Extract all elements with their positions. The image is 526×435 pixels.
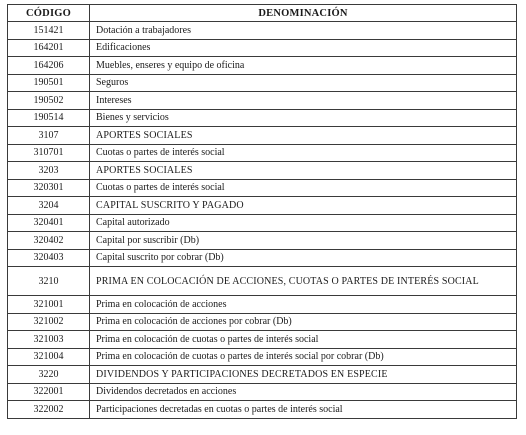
account-code: 320403: [8, 249, 90, 267]
table-row: [8, 22, 517, 40]
account-name: Bienes y servicios: [90, 109, 517, 127]
account-name: Dividendos decretados en acciones: [90, 383, 517, 401]
table-row: [8, 249, 517, 267]
account-name: Capital suscrito por cobrar (Db): [90, 249, 517, 267]
table-row: [8, 331, 517, 349]
account-name: Prima en colocación de cuotas o partes de interés social por cobrar (Db): [90, 348, 517, 366]
account-name: PRIMA EN COLOCACIÓN DE ACCIONES, CUOTAS O PARTES DE INTERÉS SOCIAL: [90, 267, 517, 296]
accounts-table: [7, 4, 517, 419]
table-row: [8, 383, 517, 401]
table-row: [8, 267, 517, 296]
account-code: 3210: [8, 267, 90, 296]
account-code: 3107: [8, 127, 90, 145]
account-name: Capital por suscribir (Db): [90, 232, 517, 250]
account-code: 321003: [8, 331, 90, 349]
account-name: Capital autorizado: [90, 214, 517, 232]
table-row: [8, 92, 517, 110]
account-name: Intereses: [90, 92, 517, 110]
account-name: APORTES SOCIALES: [90, 127, 517, 145]
table-row: [8, 296, 517, 314]
account-name: DIVIDENDOS Y PARTICIPACIONES DECRETADOS EN ESPECIE: [90, 366, 517, 384]
table-row: [8, 197, 517, 215]
account-code: 3203: [8, 162, 90, 180]
table-body: [8, 22, 517, 419]
account-name: Dotación a trabajadores: [90, 22, 517, 40]
account-code: 320301: [8, 179, 90, 197]
account-name: Cuotas o partes de interés social: [90, 179, 517, 197]
account-name: Cuotas o partes de interés social: [90, 144, 517, 162]
account-name: Participaciones decretadas en cuotas o partes de interés social: [90, 401, 517, 419]
account-code: 3220: [8, 366, 90, 384]
account-code: 190501: [8, 74, 90, 92]
header-code: CÓDIGO: [8, 5, 90, 22]
account-code: 322001: [8, 383, 90, 401]
account-code: 322002: [8, 401, 90, 419]
account-code: 320401: [8, 214, 90, 232]
account-code: 320402: [8, 232, 90, 250]
account-code: 164201: [8, 39, 90, 57]
table-row: [8, 109, 517, 127]
table-row: [8, 348, 517, 366]
account-code: 151421: [8, 22, 90, 40]
account-code: 164206: [8, 57, 90, 75]
table-row: [8, 313, 517, 331]
account-name: Edificaciones: [90, 39, 517, 57]
table-row: [8, 401, 517, 419]
table-row: [8, 162, 517, 180]
table-row: [8, 39, 517, 57]
table-row: [8, 144, 517, 162]
account-name: Prima en colocación de acciones: [90, 296, 517, 314]
account-code: 3204: [8, 197, 90, 215]
account-name: Prima en colocación de cuotas o partes de interés social: [90, 331, 517, 349]
account-code: 190502: [8, 92, 90, 110]
account-name: Prima en colocación de acciones por cobrar (Db): [90, 313, 517, 331]
table-row: [8, 57, 517, 75]
table-row: [8, 74, 517, 92]
table-header: [8, 5, 517, 22]
table-row: [8, 179, 517, 197]
account-name: APORTES SOCIALES: [90, 162, 517, 180]
account-code: 310701: [8, 144, 90, 162]
table-row: [8, 366, 517, 384]
header-row: [8, 5, 517, 22]
account-name: Seguros: [90, 74, 517, 92]
table-row: [8, 214, 517, 232]
account-name: Muebles, enseres y equipo de oficina: [90, 57, 517, 75]
account-code: 321004: [8, 348, 90, 366]
header-name: DENOMINACIÓN: [90, 5, 517, 22]
account-code: 321002: [8, 313, 90, 331]
table-row: [8, 232, 517, 250]
account-code: 321001: [8, 296, 90, 314]
account-code: 190514: [8, 109, 90, 127]
table-row: [8, 127, 517, 145]
account-name: CAPITAL SUSCRITO Y PAGADO: [90, 197, 517, 215]
